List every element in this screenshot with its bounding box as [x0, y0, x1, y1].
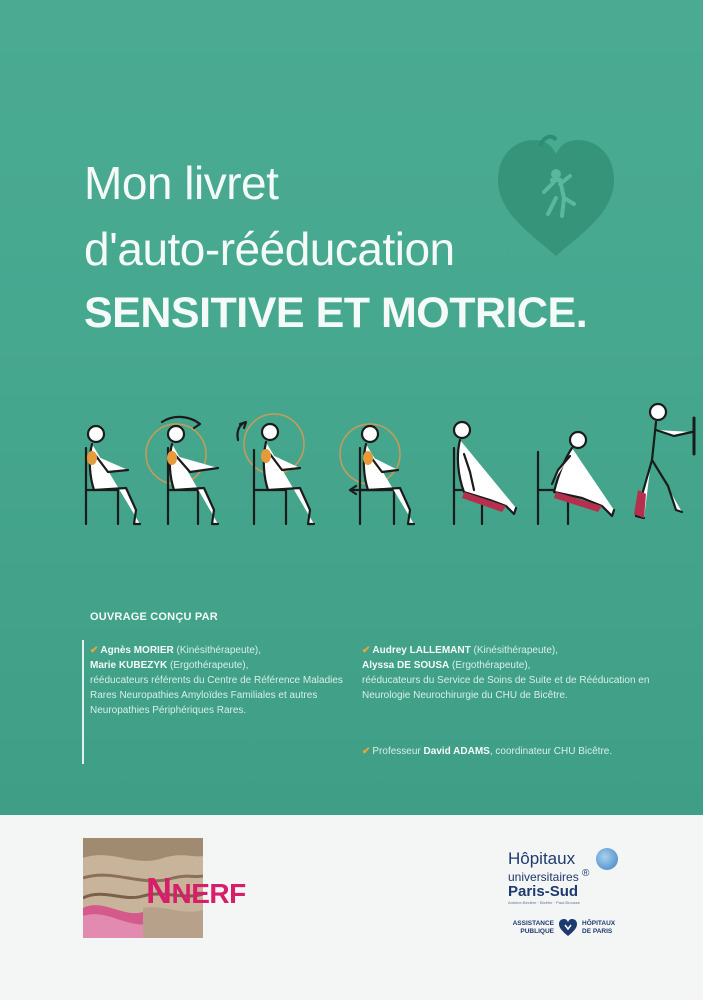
- author-name-1: Agnès MORIER: [100, 645, 174, 656]
- author-name-2: Marie KUBEZYK: [90, 660, 168, 671]
- authors-description-1: rééducateurs référents du Centre de Référence Maladies Rares Neuropathies Amyloïdes Familiales et autres Neuropathies Périphériques Rares.: [90, 675, 343, 716]
- authors-description-2: rééducateurs du Service de Soins de Suite et de Rééducation en Neurologie Neurochirurgie du CHU de Bicêtre.: [362, 675, 650, 701]
- aphp-logo: [506, 918, 636, 940]
- check-icon: ✔: [362, 645, 371, 656]
- coordinator-line: [362, 744, 662, 759]
- authors-heading: OUVRAGE CONÇU PAR: [90, 611, 218, 623]
- author-name-3: Audrey LALLEMANT: [372, 645, 471, 656]
- figure-seated-1: [86, 426, 140, 524]
- figure-seated-2: [146, 417, 218, 524]
- authors-divider: [82, 640, 84, 764]
- heart-logo-icon: [494, 132, 618, 260]
- exercise-figures-illustration: [78, 398, 698, 538]
- aphp-left-2: PUBLIQUE: [520, 928, 554, 935]
- hup-line-2-text: universitaires: [508, 870, 579, 884]
- title-line-1: Mon livret: [84, 157, 279, 209]
- figure-leg-extension-1: [454, 422, 516, 524]
- coordinator-prefix: Professeur: [372, 746, 424, 757]
- figure-seated-3: [237, 414, 314, 524]
- nnerf-logo-text: [146, 870, 246, 912]
- globe-icon: [596, 848, 618, 870]
- title-line-2: d'auto-rééducation: [84, 223, 455, 275]
- authors-column-1: [90, 643, 352, 718]
- coordinator-name: David ADAMS: [423, 746, 490, 757]
- author-role-1: (Kinésithérapeute),: [173, 645, 262, 656]
- aphp-right-2: DE PARIS: [582, 928, 613, 935]
- coordinator-suffix: , coordinateur CHU Bicêtre.: [489, 746, 613, 757]
- hup-line-1: Hôpitaux: [508, 849, 576, 868]
- nnerf-logo-initial: N: [146, 870, 172, 911]
- hopitaux-paris-sud-logo: [508, 850, 628, 906]
- title-line-3: SENSITIVE ET MOTRICE.: [84, 289, 588, 337]
- author-role-2: (Ergothérapeute),: [167, 660, 249, 671]
- aphp-right-1: HÔPITAUX: [582, 920, 616, 927]
- authors-column-2: [362, 643, 652, 703]
- aphp-heart-icon: [558, 918, 578, 938]
- aphp-left-1: ASSISTANCE: [512, 920, 554, 927]
- hup-registered-mark: ®: [582, 868, 590, 879]
- figure-leg-extension-2: [538, 432, 614, 524]
- hup-line-4: Antoine-Béclère · Bicêtre · Paul-Brousse: [508, 900, 581, 905]
- check-icon: ✔: [362, 746, 371, 757]
- nnerf-logo-rest: NERF: [171, 878, 246, 909]
- figure-seated-4: [340, 424, 414, 524]
- check-icon: ✔: [90, 645, 99, 656]
- author-name-4: Alyssa DE SOUSA: [362, 660, 450, 671]
- author-role-3: (Kinésithérapeute),: [470, 645, 559, 656]
- author-role-4: (Ergothérapeute),: [449, 660, 531, 671]
- hup-line-3: Paris-Sud: [508, 883, 579, 900]
